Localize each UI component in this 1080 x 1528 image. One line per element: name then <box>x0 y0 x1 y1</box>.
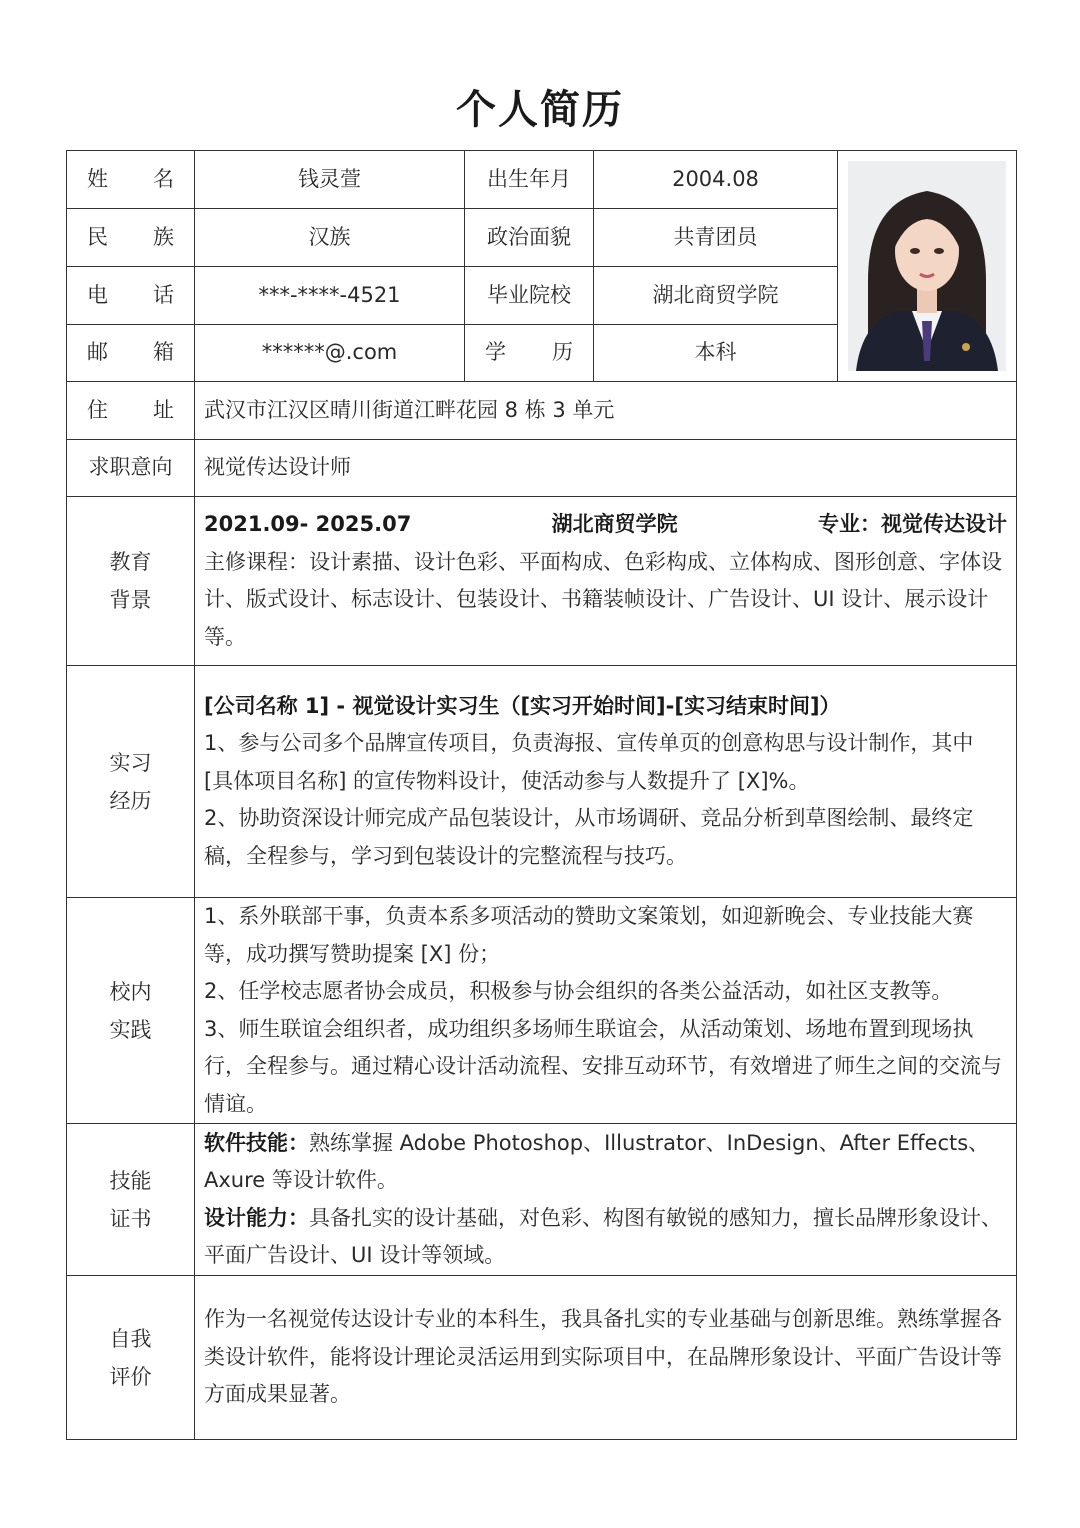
internship-label-1: 实习 <box>109 750 152 775</box>
skills-content <box>195 1124 1017 1276</box>
row-campus <box>67 898 1017 1124</box>
address-label: 住址 <box>67 382 195 440</box>
politics-value: 共青团员 <box>594 209 838 267</box>
education-label-2: 背景 <box>109 588 152 612</box>
design-skills <box>204 1200 1007 1275</box>
name-value: 钱灵萱 <box>195 151 465 209</box>
resume-table <box>66 150 1017 1440</box>
education-heading <box>204 506 1007 544</box>
software-skills-text: 熟练掌握 Adobe Photoshop、Illustrator、InDesign、After Effects、Axure 等设计软件。 <box>204 1130 990 1192</box>
self-eval-label <box>67 1276 195 1440</box>
internship-item: 1、参与公司多个品牌宣传项目，负责海报、宣传单页的创意构思与设计制作，其中 [具体项目名称] 的宣传物料设计，使活动参与人数提升了 [X]%。 <box>204 731 974 793</box>
skills-label-2: 证书 <box>109 1206 152 1231</box>
education-label <box>67 497 195 666</box>
objective-label: 求职意向 <box>67 440 195 497</box>
campus-item: 1、系外联部干事，负责本系多项活动的赞助文案策划，如迎新晚会、专业技能大赛等，成功撰写赞助提案 [X] 份； <box>204 904 974 966</box>
school-label: 毕业院校 <box>465 267 594 325</box>
politics-label: 政治面貌 <box>465 209 594 267</box>
row-address <box>67 382 1017 440</box>
design-skills-key: 设计能力： <box>204 1205 309 1230</box>
portrait-image <box>848 161 1006 371</box>
photo-cell <box>838 151 1017 382</box>
phone-label: 电话 <box>67 267 195 325</box>
self-eval-label-2: 评价 <box>109 1364 152 1389</box>
email-label: 邮箱 <box>67 325 195 382</box>
row-objective <box>67 440 1017 497</box>
education-courses: 主修课程：设计素描、设计色彩、平面构成、色彩构成、立体构成、图形创意、字体设计、版式设计、标志设计、包装设计、书籍装帧设计、广告设计、UI 设计、展示设计等。 <box>204 549 1002 649</box>
education-label-1: 教育 <box>109 550 152 574</box>
degree-label: 学历 <box>465 325 594 382</box>
internship-item: 2、协助资深设计师完成产品包装设计，从市场调研、竞品分析到草图绘制、最终定稿，全程参与，学习到包装设计的完整流程与技巧。 <box>204 806 974 868</box>
school-value: 湖北商贸学院 <box>594 267 838 325</box>
row-skills <box>67 1124 1017 1276</box>
birth-value: 2004.08 <box>594 151 838 209</box>
skills-label-1: 技能 <box>109 1168 152 1193</box>
row-internship <box>67 666 1017 898</box>
self-eval-text: 作为一名视觉传达设计专业的本科生，我具备扎实的专业基础与创新思维。熟练掌握各类设计软件，能将设计理论灵活运用到实际项目中，在品牌形象设计、平面广告设计等方面成果显著。 <box>204 1307 1002 1407</box>
row-name <box>67 151 1017 209</box>
software-skills-key: 软件技能： <box>204 1130 309 1155</box>
campus-label <box>67 898 195 1124</box>
self-eval-label-1: 自我 <box>109 1326 152 1351</box>
software-skills <box>204 1125 1007 1200</box>
ethnicity-value: 汉族 <box>195 209 465 267</box>
name-label: 姓名 <box>67 151 195 209</box>
education-major: 专业：视觉传达设计 <box>817 512 1007 536</box>
objective-value: 视觉传达设计师 <box>195 440 1017 497</box>
birth-label: 出生年月 <box>465 151 594 209</box>
address-value: 武汉市江汉区晴川街道江畔花园 8 栋 3 单元 <box>195 382 1017 440</box>
ethnicity-label: 民族 <box>67 209 195 267</box>
campus-item: 3、师生联谊会组织者，成功组织多场师生联谊会，从活动策划、场地布置到现场执行，全程参与。通过精心设计活动流程、安排互动环节，有效增进了师生之间的交流与情谊。 <box>204 1016 1002 1116</box>
email-value: ******@.com <box>195 325 465 382</box>
row-self-eval <box>67 1276 1017 1440</box>
page-title: 个人简历 <box>456 87 624 133</box>
profile-photo <box>848 161 1006 371</box>
skills-label <box>67 1124 195 1276</box>
education-period: 2021.09- 2025.07 <box>204 512 412 536</box>
phone-value: ***-****-4521 <box>195 267 465 325</box>
campus-item: 2、任学校志愿者协会成员，积极参与协会组织的各类公益活动，如社区支教等。 <box>204 979 953 1003</box>
education-content <box>195 497 1017 666</box>
design-skills-text: 具备扎实的设计基础，对色彩、构图有敏锐的感知力，擅长品牌形象设计、平面广告设计、UI 设计等领域。 <box>204 1205 1002 1267</box>
row-education <box>67 497 1017 666</box>
self-eval-content <box>195 1276 1017 1440</box>
internship-label <box>67 666 195 898</box>
education-school: 湖北商贸学院 <box>551 512 678 536</box>
internship-content <box>195 666 1017 898</box>
internship-label-2: 经历 <box>109 788 152 813</box>
degree-value: 本科 <box>594 325 838 382</box>
campus-label-2: 实践 <box>109 1017 152 1042</box>
campus-label-1: 校内 <box>109 979 152 1004</box>
campus-content <box>195 898 1017 1124</box>
internship-heading: [公司名称 1] - 视觉设计实习生（[实习开始时间]-[实习结束时间]） <box>204 693 841 718</box>
